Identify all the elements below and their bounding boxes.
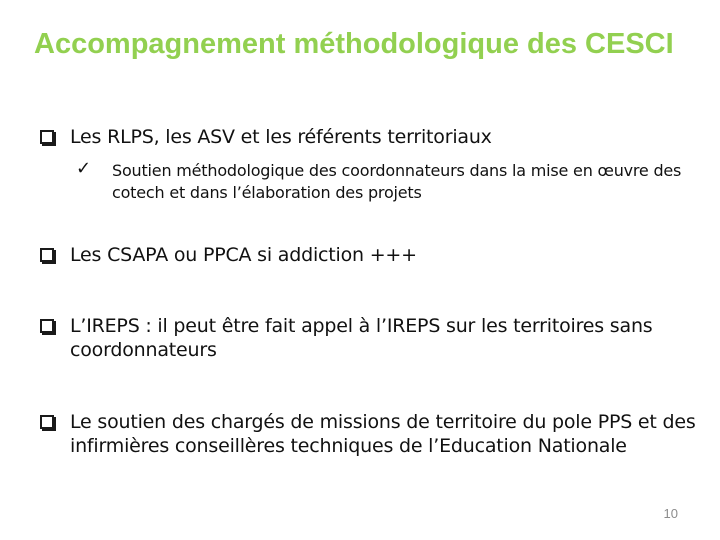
bullet-item — [40, 410, 710, 458]
bullet-text: Le soutien des chargés de missions de territoire du pole PPS et des infirmières conseillères techniques de l’Education Nationale — [70, 411, 696, 457]
checkbox-icon — [40, 319, 54, 333]
bullet-item — [40, 243, 710, 267]
checkbox-icon — [40, 248, 54, 262]
bullet-item — [40, 125, 710, 149]
sub-bullet-text: Soutien méthodologique des coordonnateurs dans la mise en œuvre des cotech et dans l’élaboration des projets — [112, 161, 682, 202]
checkbox-icon — [40, 130, 54, 144]
bullet-item — [40, 314, 710, 362]
sub-bullet-item — [76, 160, 696, 204]
check-icon: ✓ — [76, 158, 92, 179]
bullet-text: L’IREPS : il peut être fait appel à l’IREPS sur les territoires sans coordonnateurs — [70, 315, 653, 361]
slide-title: Accompagnement méthodologique des CESCI — [34, 28, 674, 60]
page-number: 10 — [663, 506, 678, 521]
checkbox-icon — [40, 415, 54, 429]
bullet-text: Les RLPS, les ASV et les référents territoriaux — [70, 126, 492, 148]
bullet-text: Les CSAPA ou PPCA si addiction +++ — [70, 244, 417, 266]
